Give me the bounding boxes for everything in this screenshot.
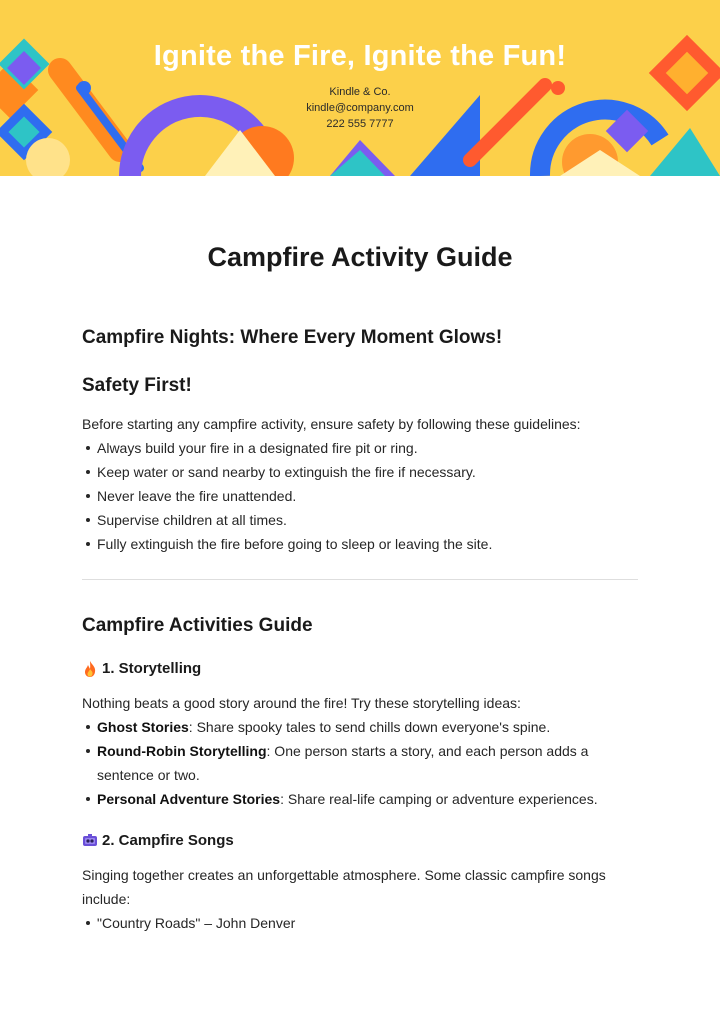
list-item-term: Round-Robin Storytelling — [97, 743, 267, 759]
document-body — [0, 240, 720, 935]
company-name: Kindle & Co. — [329, 86, 391, 98]
list-item: Fully extinguish the fire before going to sleep or leaving the site. — [82, 532, 638, 556]
tagline-heading: Campfire Nights: Where Every Moment Glows! — [82, 327, 503, 348]
storytelling-heading — [82, 657, 638, 681]
header-banner — [0, 0, 720, 176]
list-item-term: Ghost Stories — [97, 719, 189, 735]
storytelling-list — [82, 715, 638, 811]
contact-info — [0, 84, 720, 132]
guitar-icon — [82, 832, 98, 850]
company-email[interactable]: kindle@company.com — [306, 102, 414, 114]
storytelling-heading-text: 1. Storytelling — [102, 660, 202, 677]
list-item: "Country Roads" – John Denver — [82, 911, 638, 935]
list-item — [82, 787, 638, 811]
list-item: Keep water or sand nearby to extinguish the fire if necessary. — [82, 460, 638, 484]
list-item-text: : Share spooky tales to send chills down everyone's spine. — [188, 719, 551, 735]
list-item-term: Personal Adventure Stories — [97, 791, 281, 807]
section-divider — [82, 579, 638, 580]
songs-list — [82, 911, 638, 935]
list-item: Never leave the fire unattended. — [82, 484, 638, 508]
banner-title: Ignite the Fire, Ignite the Fun! — [153, 40, 567, 72]
fire-icon — [82, 660, 98, 678]
list-item: Always build your fire in a designated fire pit or ring. — [82, 436, 638, 460]
list-item — [82, 715, 638, 739]
list-item — [82, 739, 638, 787]
document-title: Campfire Activity Guide — [207, 242, 513, 272]
safety-intro: Before starting any campfire activity, ensure safety by following these guidelines: — [82, 416, 581, 432]
company-phone: 222 555 7777 — [326, 118, 394, 130]
list-item: Supervise children at all times. — [82, 508, 638, 532]
list-item-text: : Share real-life camping or adventure experiences. — [280, 791, 598, 807]
songs-heading — [82, 829, 638, 853]
songs-heading-text: 2. Campfire Songs — [102, 832, 234, 849]
songs-intro: Singing together creates an unforgettable atmosphere. Some classic campfire songs include: — [82, 867, 606, 907]
safety-heading: Safety First! — [82, 375, 192, 396]
safety-list — [82, 436, 638, 556]
banner-text — [0, 0, 720, 132]
list-item-text: : One person starts a story, and each person adds a sentence or two. — [97, 743, 589, 783]
storytelling-intro: Nothing beats a good story around the fire! Try these storytelling ideas: — [82, 695, 521, 711]
activities-heading: Campfire Activities Guide — [82, 615, 313, 636]
